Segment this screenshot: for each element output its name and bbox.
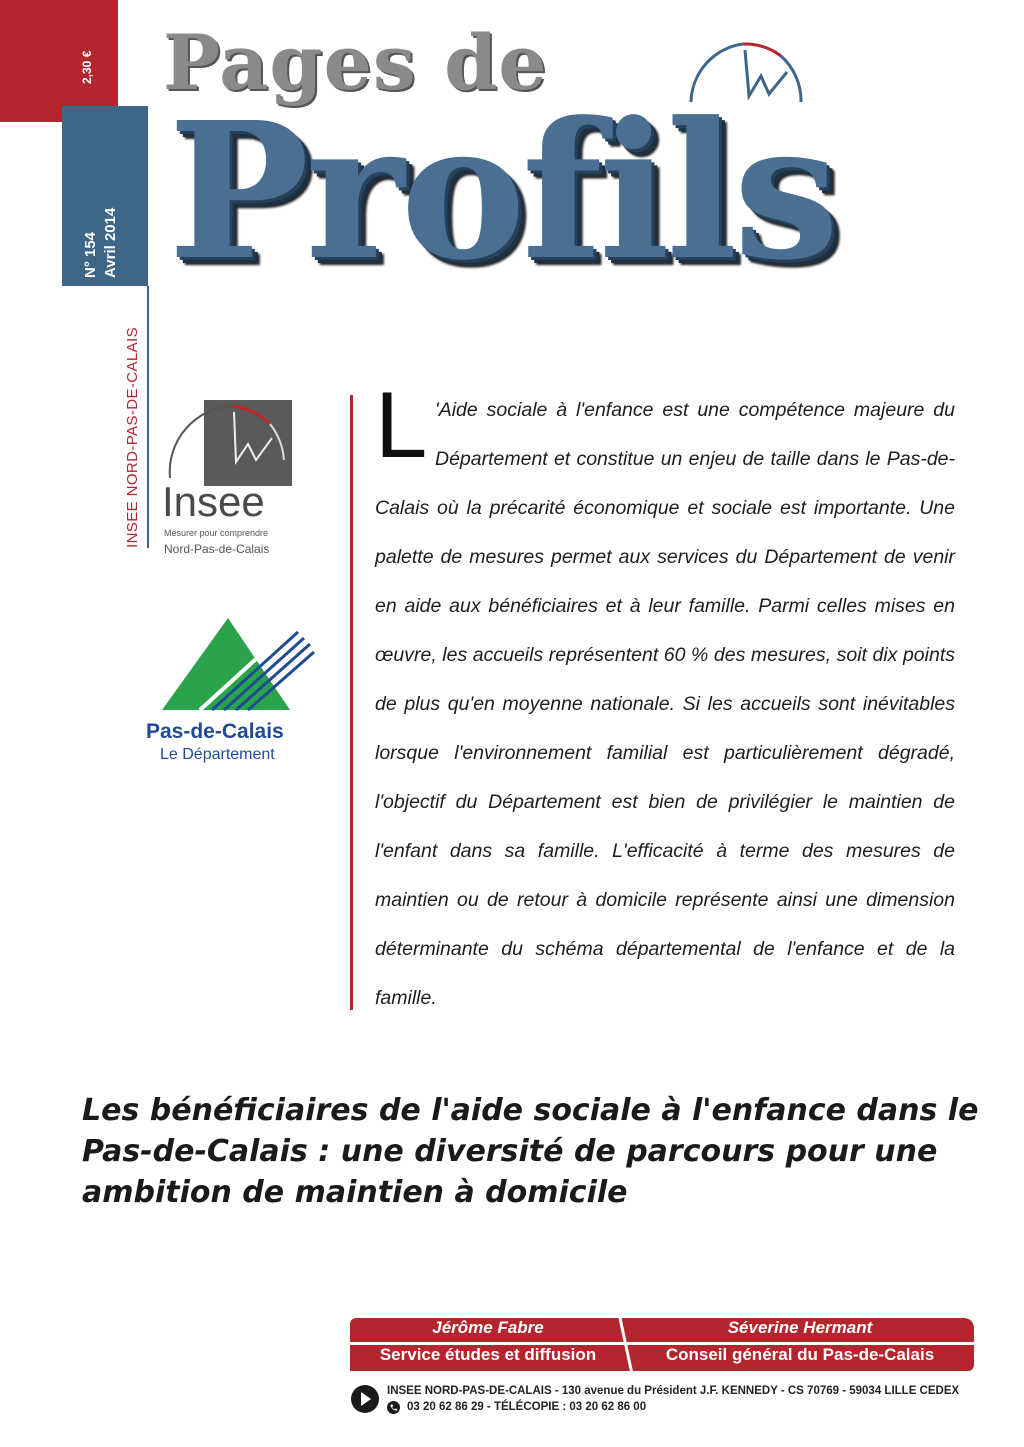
intro-rule xyxy=(350,395,353,1010)
intro-dropcap: L xyxy=(375,372,428,477)
intro-paragraph: 'Aide sociale à l'enfance est une compétence majeure du Département et constitue un enjeu de taille dans le Pas-de-Calais où la précarité économique et sociale est importante. Une palette de mesures permet aux services du Département de venir en aide aux bénéficiaires et à leur famille. Parmi celles mises en œuvre, les accueils représentent 60 % des mesures, soit dix points de plus qu'en moyenne nationale. Si les accueils sont inévitables lorsque l'environnement familial est particulièrement dégradé, l'objectif du Département est bien de privilégier le maintien de l'enfant dans sa famille. L'efficacité à terme des mesures de maintien ou de retour à domicile représente ainsi une dimension déterminante du schéma départemental de l'enfance et de la famille. xyxy=(375,399,955,1009)
author-card xyxy=(350,1318,626,1374)
insee-logo xyxy=(160,398,292,564)
insee-wordmark: Insee xyxy=(162,478,265,525)
author-organization: Conseil général du Pas-de-Calais xyxy=(626,1345,974,1371)
insee-region: Nord-Pas-de-Calais xyxy=(164,542,270,556)
author-card xyxy=(626,1318,974,1374)
side-divider xyxy=(147,286,149,548)
red-corner-band xyxy=(0,0,118,122)
author-name: Jérôme Fabre xyxy=(350,1318,626,1342)
insee-arc-icon xyxy=(160,398,292,488)
author-organization: Service études et diffusion xyxy=(350,1345,626,1371)
price-label: 2,30 € xyxy=(80,50,94,84)
footer-phone: 03 20 62 86 29 - TÉLÉCOPIE : 03 20 62 86 00 xyxy=(407,1401,647,1413)
masthead-title-big: Profils xyxy=(168,81,836,302)
footer-address: INSEE NORD-PAS-DE-CALAIS - 130 avenue du Président J.F. KENNEDY - CS 70769 - 59034 LILLE CEDEX xyxy=(387,1385,960,1397)
author-name: Séverine Hermant xyxy=(626,1318,974,1342)
issue-number: N° 154 xyxy=(82,231,99,278)
masthead-title-small: Pages de xyxy=(163,18,548,107)
publisher-vertical-label: INSEE NORD-PAS-DE-CALAIS xyxy=(124,326,141,548)
pas-de-calais-name: Pas-de-Calais xyxy=(146,720,284,743)
author-separator xyxy=(616,1318,636,1374)
pas-de-calais-mountain-icon xyxy=(140,616,316,716)
masthead-logo-icon xyxy=(683,30,807,112)
pas-de-calais-logo xyxy=(140,616,316,768)
arrow-circle-icon xyxy=(350,1384,380,1414)
pas-de-calais-subtitle: Le Département xyxy=(160,746,275,763)
phone-icon xyxy=(387,1401,400,1414)
headline: Les bénéficiaires de l'aide sociale à l'enfance dans le Pas-de-Calais : une diversité de parcours pour une ambition de maintien à domicile xyxy=(82,1093,979,1210)
issue-date: Avril 2014 xyxy=(102,207,119,278)
insee-tagline: Mesurer pour comprendre xyxy=(164,528,269,538)
authors-block xyxy=(350,1318,974,1374)
